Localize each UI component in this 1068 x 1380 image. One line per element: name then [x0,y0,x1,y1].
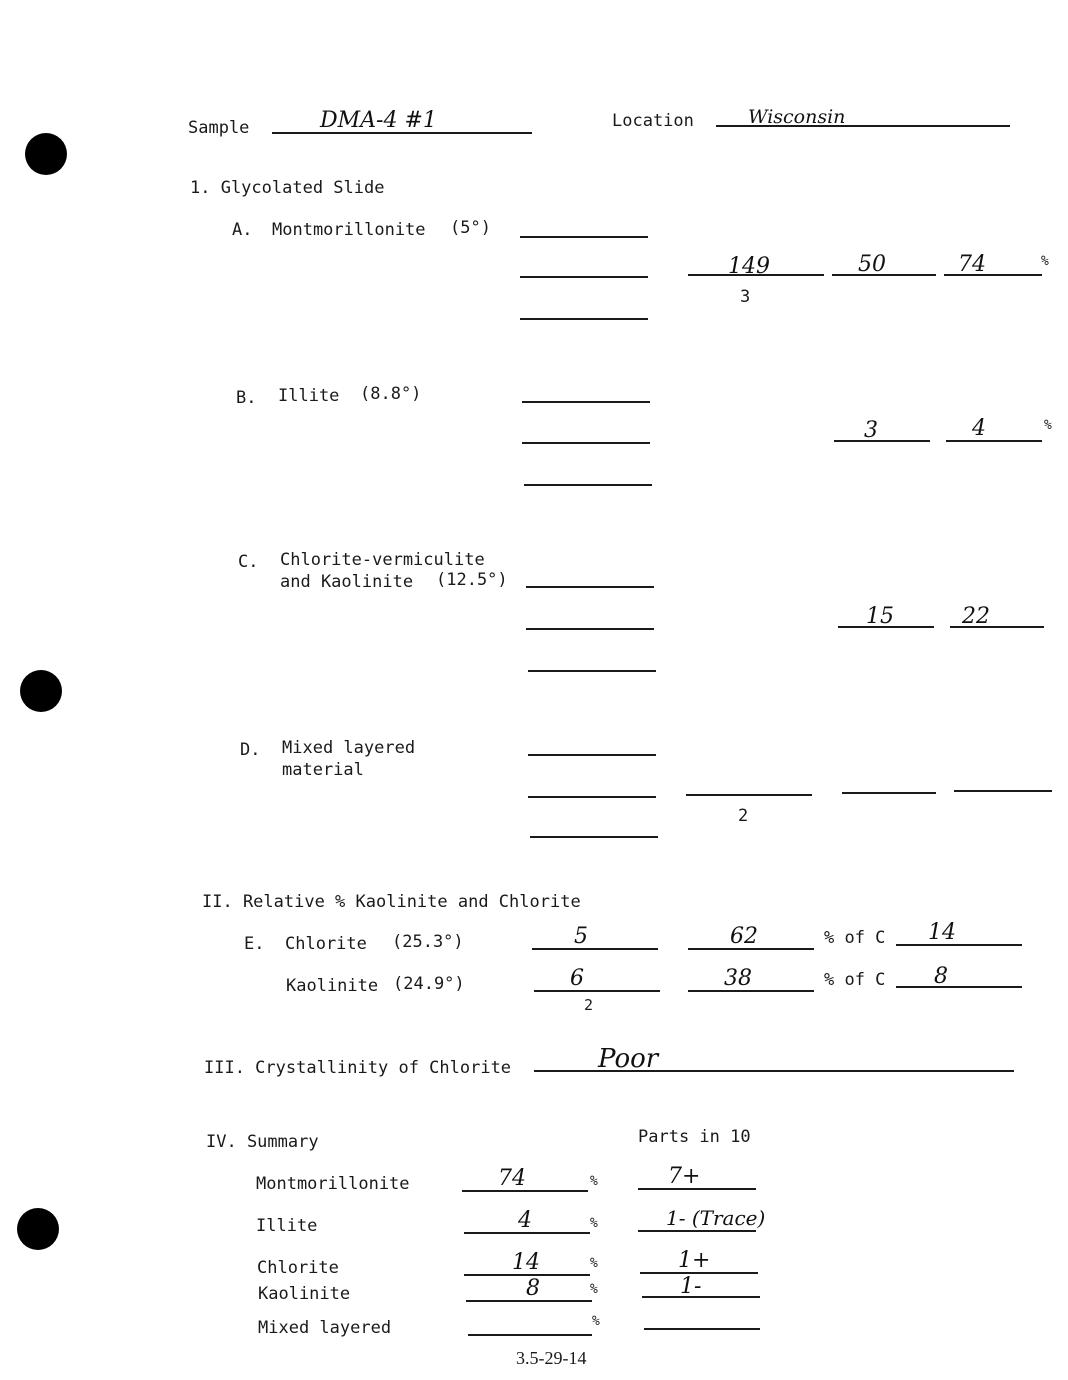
kaolinite-angle: (24.9°) [393,974,465,994]
row-d-value2-line [842,792,936,794]
kaolinite-v1-sub: 2 [584,996,594,1014]
summary-pct: 14 [512,1250,540,1275]
section3-title: III. Crystallinity of Chlorite [204,1058,512,1078]
chlorite-v1-line [532,948,658,950]
summary-unit: % [590,1216,598,1231]
row-b-value3-line [946,440,1042,442]
row-a-blank-1 [520,236,648,238]
row-d-name1: Mixed layered [282,738,416,758]
summary-pct-line [468,1334,592,1336]
kaolinite-v2: 38 [724,966,752,991]
row-a-blank-2 [520,276,648,278]
row-b-value2: 3 [864,418,878,443]
summary-parts-line [638,1230,756,1232]
row-c-value3: 22 [962,604,990,629]
section1-title: 1. Glycolated Slide [190,178,385,198]
row-a-letter: A. [232,220,253,240]
summary-unit: % [590,1174,598,1189]
summary-name: Kaolinite [258,1284,351,1304]
row-b-name: Illite [278,386,340,406]
row-a-value3: 74 [958,252,986,277]
summary-name: Montmorillonite [256,1174,410,1194]
punch-hole-bottom [17,1208,59,1250]
row-d-blank-3 [530,836,658,838]
chlorite-ofc-label: % of C [824,928,886,948]
summary-name: Mixed layered [258,1318,392,1338]
row-d-value3-line [954,790,1052,792]
row-b-blank-2 [522,442,650,444]
row-a-value1-sub: 3 [740,287,751,307]
row-c-blank-1 [526,586,654,588]
row-b-value3: 4 [972,416,986,441]
kaolinite-v3-line [896,986,1022,988]
row-a-name: Montmorillonite [272,220,426,240]
chlorite-v3-line [896,944,1022,946]
summary-pct: 4 [518,1208,532,1233]
summary-name: Chlorite [257,1258,339,1278]
kaolinite-v1-line [534,990,660,992]
row-d-value1-line [686,794,812,796]
row-a-angle: (5°) [450,218,491,238]
row-a-unit: % [1041,254,1049,269]
row-b-letter: B. [236,388,257,408]
row-c-value2: 15 [866,604,894,629]
location-value: Wisconsin [748,106,846,128]
row-d-name2: material [282,760,364,780]
summary-parts: 1+ [678,1248,711,1273]
chlorite-angle: (25.3°) [392,932,464,952]
row-b-blank-3 [524,484,652,486]
row-c-blank-2 [526,628,654,630]
row-a-value2: 50 [858,252,886,277]
row-c-angle: (12.5°) [436,570,508,590]
summary-parts: 7+ [668,1164,701,1189]
punch-hole-middle [20,670,62,712]
row-c-blank-3 [528,670,656,672]
chlorite-name: Chlorite [285,934,367,954]
summary-unit: % [590,1282,598,1297]
summary-parts: 1- (Trace) [666,1206,766,1230]
row-c-name2: and Kaolinite [280,572,414,592]
summary-parts-line [644,1328,760,1330]
sample-label: Sample [188,118,250,138]
crystallinity-value: Poor [598,1044,659,1074]
page-reference: 3.5-29-14 [516,1348,587,1368]
row-c-name1: Chlorite-vermiculite [280,550,485,570]
chlorite-v1: 5 [574,924,588,949]
kaolinite-name: Kaolinite [286,976,379,996]
section4-title: IV. Summary [206,1132,319,1152]
row-d-letter: D. [240,740,261,760]
punch-hole-top [25,133,67,175]
sample-value: DMA-4 #1 [320,108,437,133]
kaolinite-v3: 8 [934,964,948,989]
chlorite-v3: 14 [928,920,956,945]
summary-pct: 74 [498,1166,526,1191]
row-b-unit: % [1044,418,1052,433]
row-a-blank-3 [520,318,648,320]
row-c-letter: C. [238,552,259,572]
summary-parts: 1- [680,1274,702,1299]
kaolinite-v1: 6 [570,966,584,991]
chlorite-v2: 62 [730,924,758,949]
section2-title: II. Relative % Kaolinite and Chlorite [202,892,581,912]
row-a-value1: 149 [728,254,770,279]
row-d-blank-1 [528,754,656,756]
row-b-angle: (8.8°) [360,384,422,404]
row-d-blank-2 [528,796,656,798]
summary-unit: % [592,1314,600,1329]
kaolinite-ofc-label: % of C [824,970,886,990]
row-b-blank-1 [522,401,650,403]
summary-unit: % [590,1256,598,1271]
parts-header: Parts in 10 [638,1127,751,1147]
row-e-letter: E. [244,934,265,954]
location-label: Location [612,111,694,131]
summary-pct: 8 [526,1276,540,1301]
row-b-value2-line [834,440,930,442]
summary-name: Illite [256,1216,318,1236]
row-d-value1-sub: 2 [738,806,749,826]
